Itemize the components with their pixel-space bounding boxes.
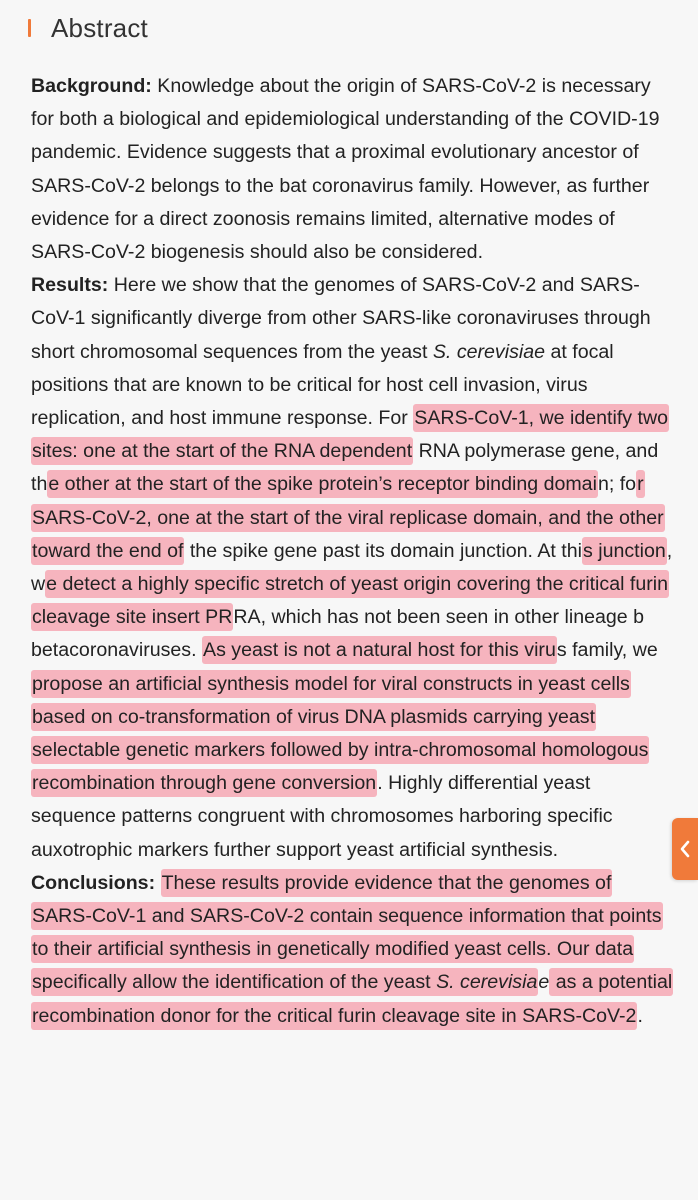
results-text: RA, which has not been seen in other lineage b betacoronaviruses.: [31, 606, 645, 662]
conclusions-label: Conclusions:: [31, 871, 156, 894]
conclusions-paragraph: [31, 867, 673, 1033]
results-text: n; fo: [597, 473, 637, 496]
species-name: S. cerevisia: [436, 971, 538, 994]
species-name: S. cerevisiae: [432, 340, 546, 363]
highlight: as a potential recombination donor for the critical furin cleavage site in SARS-CoV-2: [31, 968, 673, 1029]
highlight: e other at the start of the spike protein’s receptor binding domai: [47, 470, 598, 498]
results-text: at focal positions that are known to be critical for host cell invasion, virus replication, and host immune response. For: [31, 340, 614, 430]
background-text: Knowledge about the origin of SARS-CoV-2 is necessary for both a biological and epidemiological understanding of the COVID-19 pandemic. Evidence suggests that a proximal evolutionary ancestor of SARS-CoV-2 belongs to the bat coronavirus family. However, as further evidence for a direct zoonosis remains limited, alternative modes of SARS-CoV-2 biogenesis should also be considered.: [31, 75, 660, 264]
results-paragraph: [31, 269, 673, 867]
results-text: , w: [31, 539, 673, 596]
results-text: . Highly differential yeast sequence patterns congruent with chromosomes harboring specific auxotrophic markers further support yeast artificial synthesis.: [31, 772, 613, 861]
conclusions-text: .: [637, 1004, 643, 1027]
chevron-left-icon: [679, 840, 691, 858]
highlight: As yeast is not a natural host for this viru: [202, 636, 557, 664]
background-label: Background:: [31, 75, 152, 97]
results-text: the spike gene past its domain junction. At thi: [184, 539, 582, 562]
conclusions-text: e: [538, 971, 550, 994]
results-text: RNA polymerase gene, and th: [31, 440, 659, 496]
heading-accent-bar: [28, 19, 31, 37]
highlight: SARS-CoV-1, we identify two sites: one at the start of the RNA dependent: [31, 404, 669, 465]
background-paragraph: [31, 70, 673, 269]
side-panel-toggle-button[interactable]: [672, 818, 698, 880]
highlight: r SARS-CoV-2, one at the start of the viral replicase domain, and the other toward the end of: [31, 470, 665, 564]
results-text: s family, we: [556, 639, 658, 662]
conclusions-text: [155, 872, 160, 894]
abstract-body: [31, 70, 673, 1033]
abstract-heading: [28, 8, 148, 48]
highlight: propose an artificial synthesis model for viral constructs in yeast cells based on co-transformation of virus DNA plasmids carrying yeast selectable genetic markers followed by intra-chromosomal homologous recombination through gene conversion: [31, 670, 649, 798]
highlight: s junction: [582, 537, 667, 565]
highlight: e detect a highly specific stretch of yeast origin covering the critical furin cleavage site insert PR: [31, 570, 669, 631]
results-label: Results:: [31, 274, 109, 297]
page-title: Abstract: [51, 12, 148, 43]
highlight-text: These results provide evidence that the genomes of SARS-CoV-1 and SARS-CoV-2 contain sequence information that points to their artificial synthesis in genetically modified yeast cells. Our data specifically allow the identification of the yeast: [32, 871, 662, 994]
results-text: Here we show that the genomes of SARS-CoV-2 and SARS-CoV-1 significantly diverge from other SARS-like coronaviruses through short chromosomal sequences from the yeast: [31, 274, 651, 363]
